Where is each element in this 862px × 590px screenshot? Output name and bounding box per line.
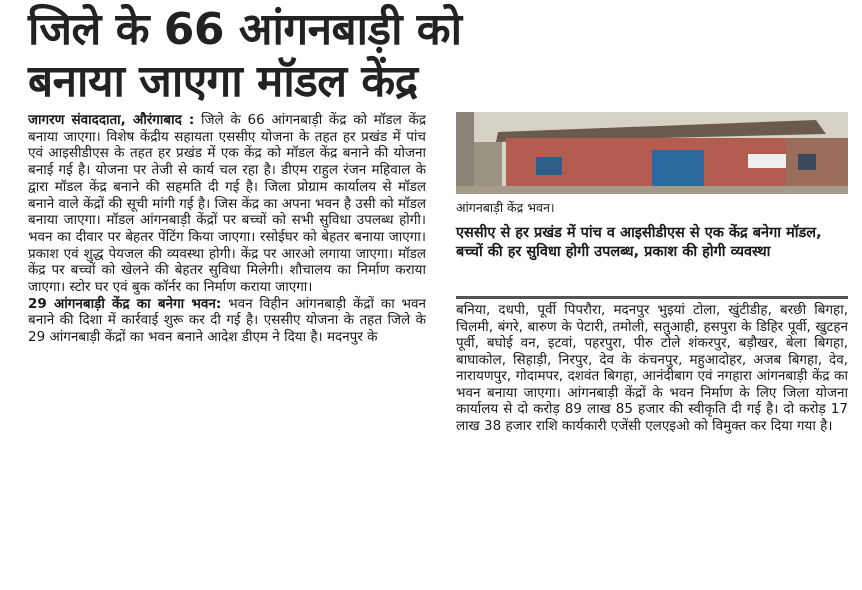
headline-line-1: जिले के 66 आंगनबाड़ी को: [28, 4, 462, 55]
article-body-3: बनिया, दधपी, पूर्वी पिपरौरा, मदनपुर भुइयां टोला, खुंटीडीह, बरछी बिगहा, चिलमी, बंगरे, बारुण के पेटारी, तमोली, सतुआही, हसपुरा के डिहिर पूर्वी, खुटहन पूर्वी, बघोई वन, इटवां, पहरपुरा, पीरु टोले शंकरपुर, बड़ौखर, बेला बिगहा, बाघाकोल, सिहाड़ी, निरपुर, देव के कंचनपुर, महुआदोहर, अजब बिगहा, देव, नारायणपुर, गोदामपर, दशवंत बिगहा, आनंदीबाग एवं नगहारा आंगनबाड़ी केंद्र का भवन बनाया जाएगा। आंगनबाड़ी केंद्रों के भवन निर्माण के लिए जिला योजना कार्यालय से दो करोड़ 89 लाख 85 हजार की स्वीकृति दी गई है। दो करोड़ 17 लाख 38 हजार राशि कार्यकारी एजेंसी एलएइओ को विमुक्त कर दिया गया है।: [456, 302, 848, 434]
highlight-box: एससीए से हर प्रखंड में पांच व आइसीडीएस से एक केंद्र बनेगा मॉडल, बच्चों की हर सुविधा होगी उपलब्ध, प्रकाश की होगी व्यवस्था: [456, 225, 822, 260]
divider-rule: [456, 296, 848, 299]
article-right-column: [456, 302, 848, 584]
headline: [28, 4, 858, 108]
article-left-column: [28, 112, 426, 584]
anganwadi-building-photo: [456, 112, 848, 194]
article-body-2: भवन विहीन आंगनबाड़ी केंद्रों का भवन बनाने की दिशा में कार्रवाई शुरू कर दी गई है। एससीए योजना के तहत जिले के 29 आंगनबाड़ी केंद्रों का भवन बनाने आदेश डीएम ने दिया है। मदनपुर के: [28, 295, 426, 346]
article-paragraph-1: [28, 112, 426, 296]
article-paragraph-2: [28, 296, 426, 346]
subheading: 29 आंगनबाड़ी केंद्र का बनेगा भवन:: [28, 295, 222, 312]
article-body-1: जिले के 66 आंगनबाड़ी केंद्र को मॉडल केंद्र बनाया जाएगा। विशेष केंद्रीय सहायता एससीए योजना के तहत हर प्रखंड में पांच एवं आइसीडीएस के तहत हर प्रखंड में एक केंद्र को मॉडल केंद्र बनाने की योजना बनाई गई है। योजना पर तेजी से कार्य चल रहा है। डीएम राहुल रंजन महिवाल के द्वारा मॉडल केंद्र बनाने की सहमति दी गई है। जिला प्रोग्राम कार्यालय से मॉडल बनाने वाले केंद्रों की सूची मांगी गई है। जिस केंद्र का अपना भवन है उसी को मॉडल बनाया जाएगा। मॉडल आंगनबाड़ी केंद्रों पर बच्चों को सभी सुविधा उपलब्ध होगी। भवन का दीवार पर बेहतर पेंटिंग किया जाएगा। रसोईघर को बेहतर बनाया जाएगा। प्रकाश एवं शुद्ध पेयजल की व्यवस्था होगी। केंद्र पर आरओ लगाया जाएगा। मॉडल केंद्र पर बच्चों को खेलने की बेहतर सुविधा मिलेगी। शौचालय का निर्माण कराया जाएगा। स्टोर घर एवं बुक कॉर्नर का निर्माण कराया जाएगा।: [28, 112, 426, 296]
headline-line-2: बनाया जाएगा मॉडल केंद्र: [28, 56, 418, 107]
building-illustration: [456, 112, 848, 194]
photo-caption: आंगनबाड़ी केंद्र भवन।: [456, 200, 555, 215]
byline: जागरण संवाददाता, औरंगाबाद :: [28, 112, 195, 128]
